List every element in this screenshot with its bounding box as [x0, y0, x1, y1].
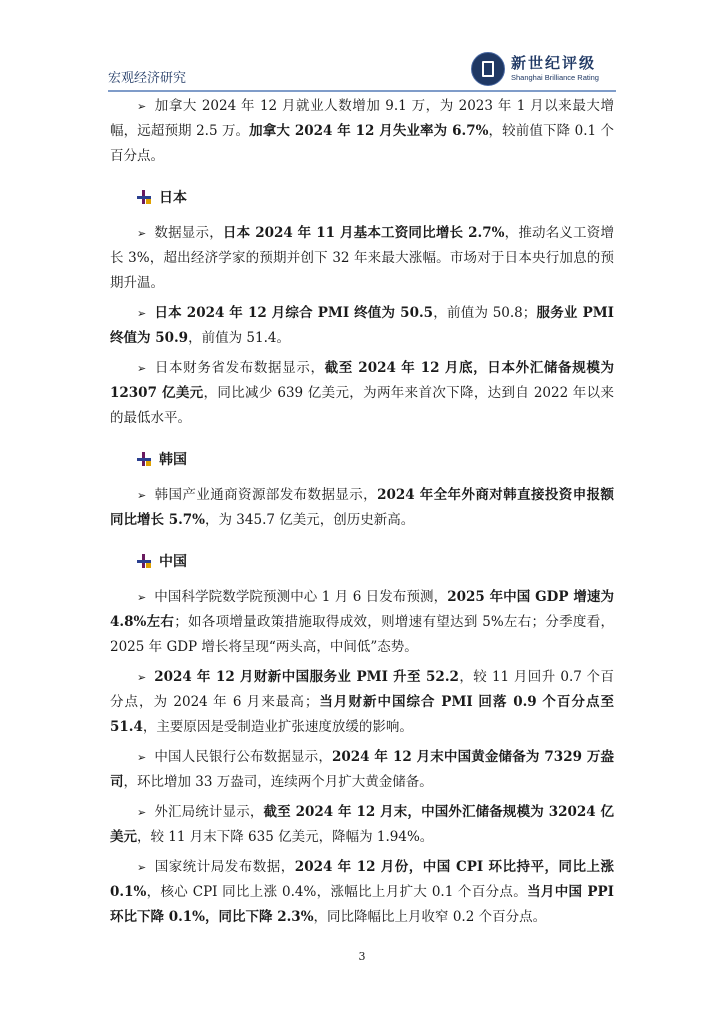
paragraph-korea-fdi: ➢ 韩国产业通商资源部发布数据显示，2024 年全年外商对韩直接投资申报额同比增长 5.7%，为 345.7 亿美元，创历史新高。 [110, 487, 614, 528]
section-marker-icon [137, 554, 151, 568]
bullet-arrow-icon: ➢ [137, 591, 147, 604]
section-title: 日本 [159, 190, 187, 206]
page-number: 3 [358, 950, 366, 963]
section-marker-icon [137, 190, 151, 204]
paragraph-japan-fx-reserves: ➢ 日本财务省发布数据显示，截至 2024 年 12 月底，日本外汇储备规模为 12307 亿美元，同比减少 639 亿美元，为两年来首次下降，达到自 2022 年以来的最低水平。 [110, 360, 614, 426]
header-title: 宏观经济研究 [108, 71, 187, 86]
bullet-arrow-icon: ➢ [137, 861, 147, 874]
paragraph-china-gold-reserves: ➢ 中国人民银行公布数据显示，2024 年 12 月末中国黄金储备为 7329 万盎司，环比增加 33 万盎司，连续两个月扩大黄金储备。 [110, 749, 615, 790]
section-marker-icon [137, 452, 151, 466]
section-heading-korea [110, 440, 614, 478]
logo-english-name: Shanghai Brilliance Rating [511, 73, 599, 82]
paragraph-china-gdp-forecast: ➢ 中国科学院数学院预测中心 1 月 6 日发布预测，2025 年中国 GDP 增速为 4.8%左右；如各项增量政策措施取得成效，则增速有望达到 5%左右；分季度看，2025 年 GDP 增长将呈现“两头高，中间低”态势。 [110, 589, 614, 655]
section-heading-japan [110, 178, 614, 216]
section-heading-china [110, 542, 614, 580]
paragraph-china-fx-reserves: ➢ 外汇局统计显示，截至 2024 年 12 月末，中国外汇储备规模为 32024 亿美元，较 11 月末下降 635 亿美元，降幅为 1.94%。 [110, 804, 615, 845]
bullet-arrow-icon: ➢ [137, 362, 147, 375]
section-title: 中国 [159, 554, 187, 570]
paragraph-japan-pmi: ➢ 日本 2024 年 12 月综合 PMI 终值为 50.5，前值为 50.8；服务业 PMI 终值为 50.9，前值为 51.4。 [110, 305, 614, 346]
company-logo [471, 50, 616, 88]
paragraph-china-cpi-ppi: ➢ 国家统计局发布数据，2024 年 12 月份，中国 CPI 环比持平，同比上涨 0.1%，核心 CPI 同比上涨 0.4%，涨幅比上月扩大 0.1 个百分点。当月中国 PPI 环比下降 0.1%，同比下降 2.3%，同比降幅比上月收窄 0.2 个百分点。 [110, 859, 615, 925]
bullet-arrow-icon: ➢ [137, 671, 147, 684]
brilliance-logo-icon [471, 52, 505, 86]
bullet-arrow-icon: ➢ [137, 751, 147, 764]
paragraph-china-caixin-pmi: ➢ 2024 年 12 月财新中国服务业 PMI 升至 52.2，较 11 月回升 0.7 个百分点，为 2024 年 6 月来最高；当月财新中国综合 PMI 回落 0.9 个百分点至 51.4，主要原因是受制造业扩张速度放缓的影响。 [110, 669, 614, 735]
paragraph-canada-employment: ➢ 加拿大 2024 年 12 月就业人数增加 9.1 万，为 2023 年 1 月以来最大增幅，远超预期 2.5 万。加拿大 2024 年 12 月失业率为 6.7%，较前值下降 0.1 个百分点。 [110, 98, 614, 164]
header-divider [108, 90, 616, 92]
bullet-arrow-icon: ➢ [137, 806, 147, 819]
bullet-arrow-icon: ➢ [137, 100, 147, 113]
paragraph-japan-wages: ➢ 数据显示，日本 2024 年 11 月基本工资同比增长 2.7%，推动名义工资增长 3%，超出经济学家的预期并创下 32 年来最大涨幅。市场对于日本央行加息的预期升温。 [110, 225, 614, 291]
bullet-arrow-icon: ➢ [137, 307, 147, 320]
bullet-arrow-icon: ➢ [137, 489, 147, 502]
logo-chinese-name: 新世纪评级 [511, 54, 597, 72]
document-body [110, 94, 614, 935]
bullet-arrow-icon: ➢ [137, 227, 147, 240]
page-header [108, 40, 616, 92]
section-title: 韩国 [159, 452, 187, 468]
